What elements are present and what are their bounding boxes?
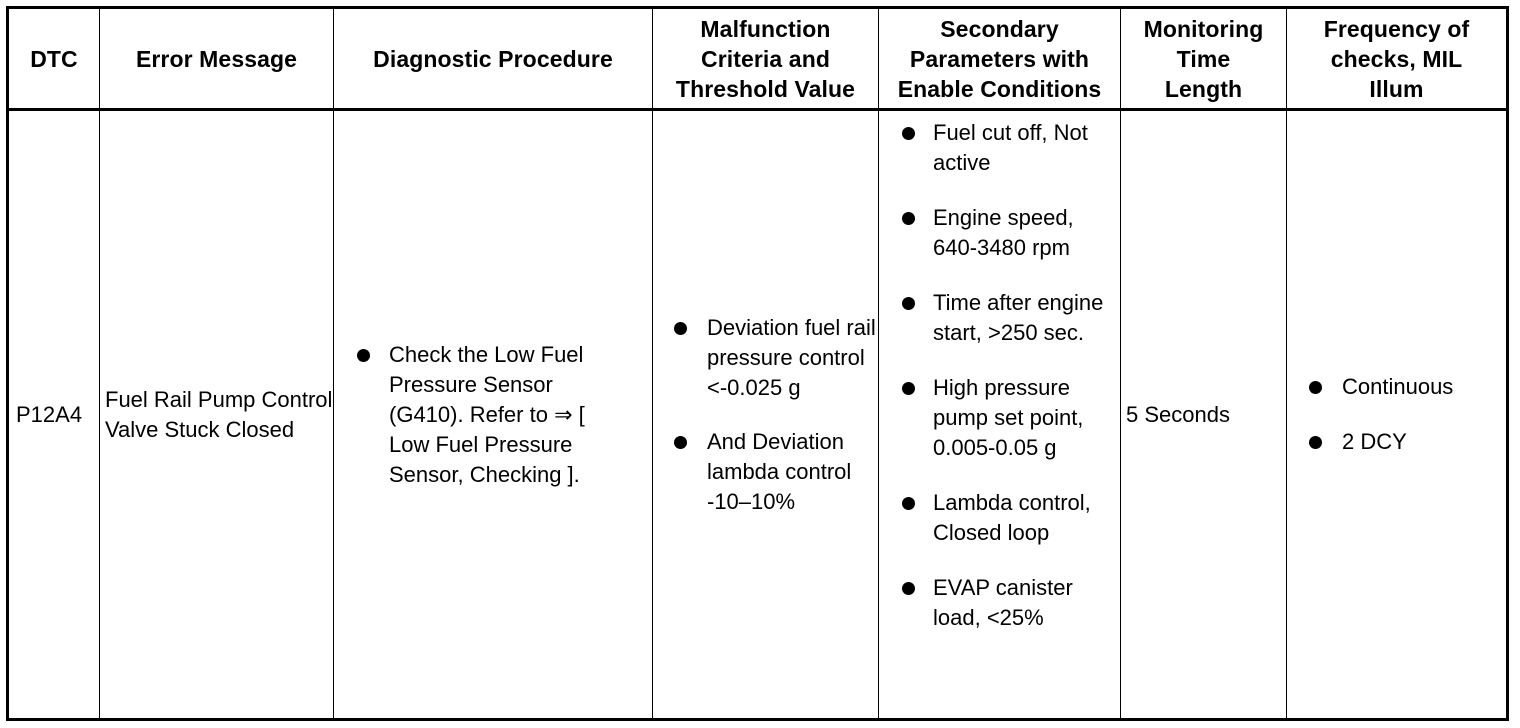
header-frequency: Frequency of checks, MIL Illum <box>1287 8 1508 110</box>
frequency-item <box>1287 372 1506 402</box>
bullet-icon <box>674 436 687 449</box>
frequency-item-text: 2 DCY <box>1342 429 1407 454</box>
cell-error-message: Fuel Rail Pump Control Valve Stuck Closed <box>100 110 334 720</box>
secondary-item <box>879 288 1116 348</box>
criteria-item <box>653 313 876 403</box>
header-error-message: Error Message <box>100 8 334 110</box>
bullet-icon <box>902 212 915 225</box>
frequency-item-text: Continuous <box>1342 374 1454 399</box>
secondary-item <box>879 488 1116 548</box>
secondary-item <box>879 203 1116 263</box>
procedure-list <box>334 340 630 490</box>
cell-dtc: P12A4 <box>8 110 100 720</box>
cell-malfunction-criteria <box>653 110 879 720</box>
criteria-item-text: And Deviation lambda control -10–10% <box>707 428 852 514</box>
dtc-table <box>6 6 1509 721</box>
secondary-item <box>879 118 1116 178</box>
bullet-icon <box>1309 436 1322 449</box>
frequency-list <box>1287 372 1506 457</box>
table-row <box>8 110 1508 720</box>
frequency-item <box>1287 427 1506 457</box>
criteria-item-text: Deviation fuel rail pressure control <-0.025 g <box>707 314 876 400</box>
header-monitoring-time: Monitoring Time Length <box>1121 8 1287 110</box>
cell-diagnostic-procedure <box>334 110 653 720</box>
secondary-item <box>879 573 1116 633</box>
header-row <box>8 8 1508 110</box>
secondary-item-text: Fuel cut off, Not active <box>933 120 1088 175</box>
bullet-icon <box>357 349 370 362</box>
bullet-icon <box>902 127 915 140</box>
bullet-icon <box>902 497 915 510</box>
secondary-item-text: EVAP canister load, <25% <box>933 575 1073 630</box>
header-malfunction-criteria: Malfunction Criteria and Threshold Value <box>653 8 879 110</box>
header-diagnostic-procedure: Diagnostic Procedure <box>334 8 653 110</box>
secondary-item-text: Engine speed, 640-3480 rpm <box>933 205 1074 260</box>
cell-monitoring-time: 5 Seconds <box>1121 110 1287 720</box>
cell-secondary-parameters <box>879 110 1121 720</box>
secondary-item-text: Time after engine start, >250 sec. <box>933 290 1104 345</box>
criteria-list <box>653 313 876 517</box>
secondary-item <box>879 373 1116 463</box>
secondary-list <box>879 118 1116 633</box>
bullet-icon <box>902 582 915 595</box>
procedure-item-text: Check the Low Fuel Pressure Sensor (G410). Refer to ⇒ [ Low Fuel Pressure Sensor, Checking ]. <box>389 341 585 487</box>
bullet-icon <box>1309 381 1322 394</box>
criteria-item <box>653 427 876 517</box>
procedure-item <box>334 340 630 490</box>
header-dtc: DTC <box>8 8 100 110</box>
bullet-icon <box>902 382 915 395</box>
header-secondary-parameters: Secondary Parameters with Enable Conditions <box>879 8 1121 110</box>
cell-frequency <box>1287 110 1508 720</box>
bullet-icon <box>674 322 687 335</box>
secondary-item-text: Lambda control, Closed loop <box>933 490 1091 545</box>
secondary-item-text: High pressure pump set point, 0.005-0.05 g <box>933 375 1084 460</box>
bullet-icon <box>902 297 915 310</box>
